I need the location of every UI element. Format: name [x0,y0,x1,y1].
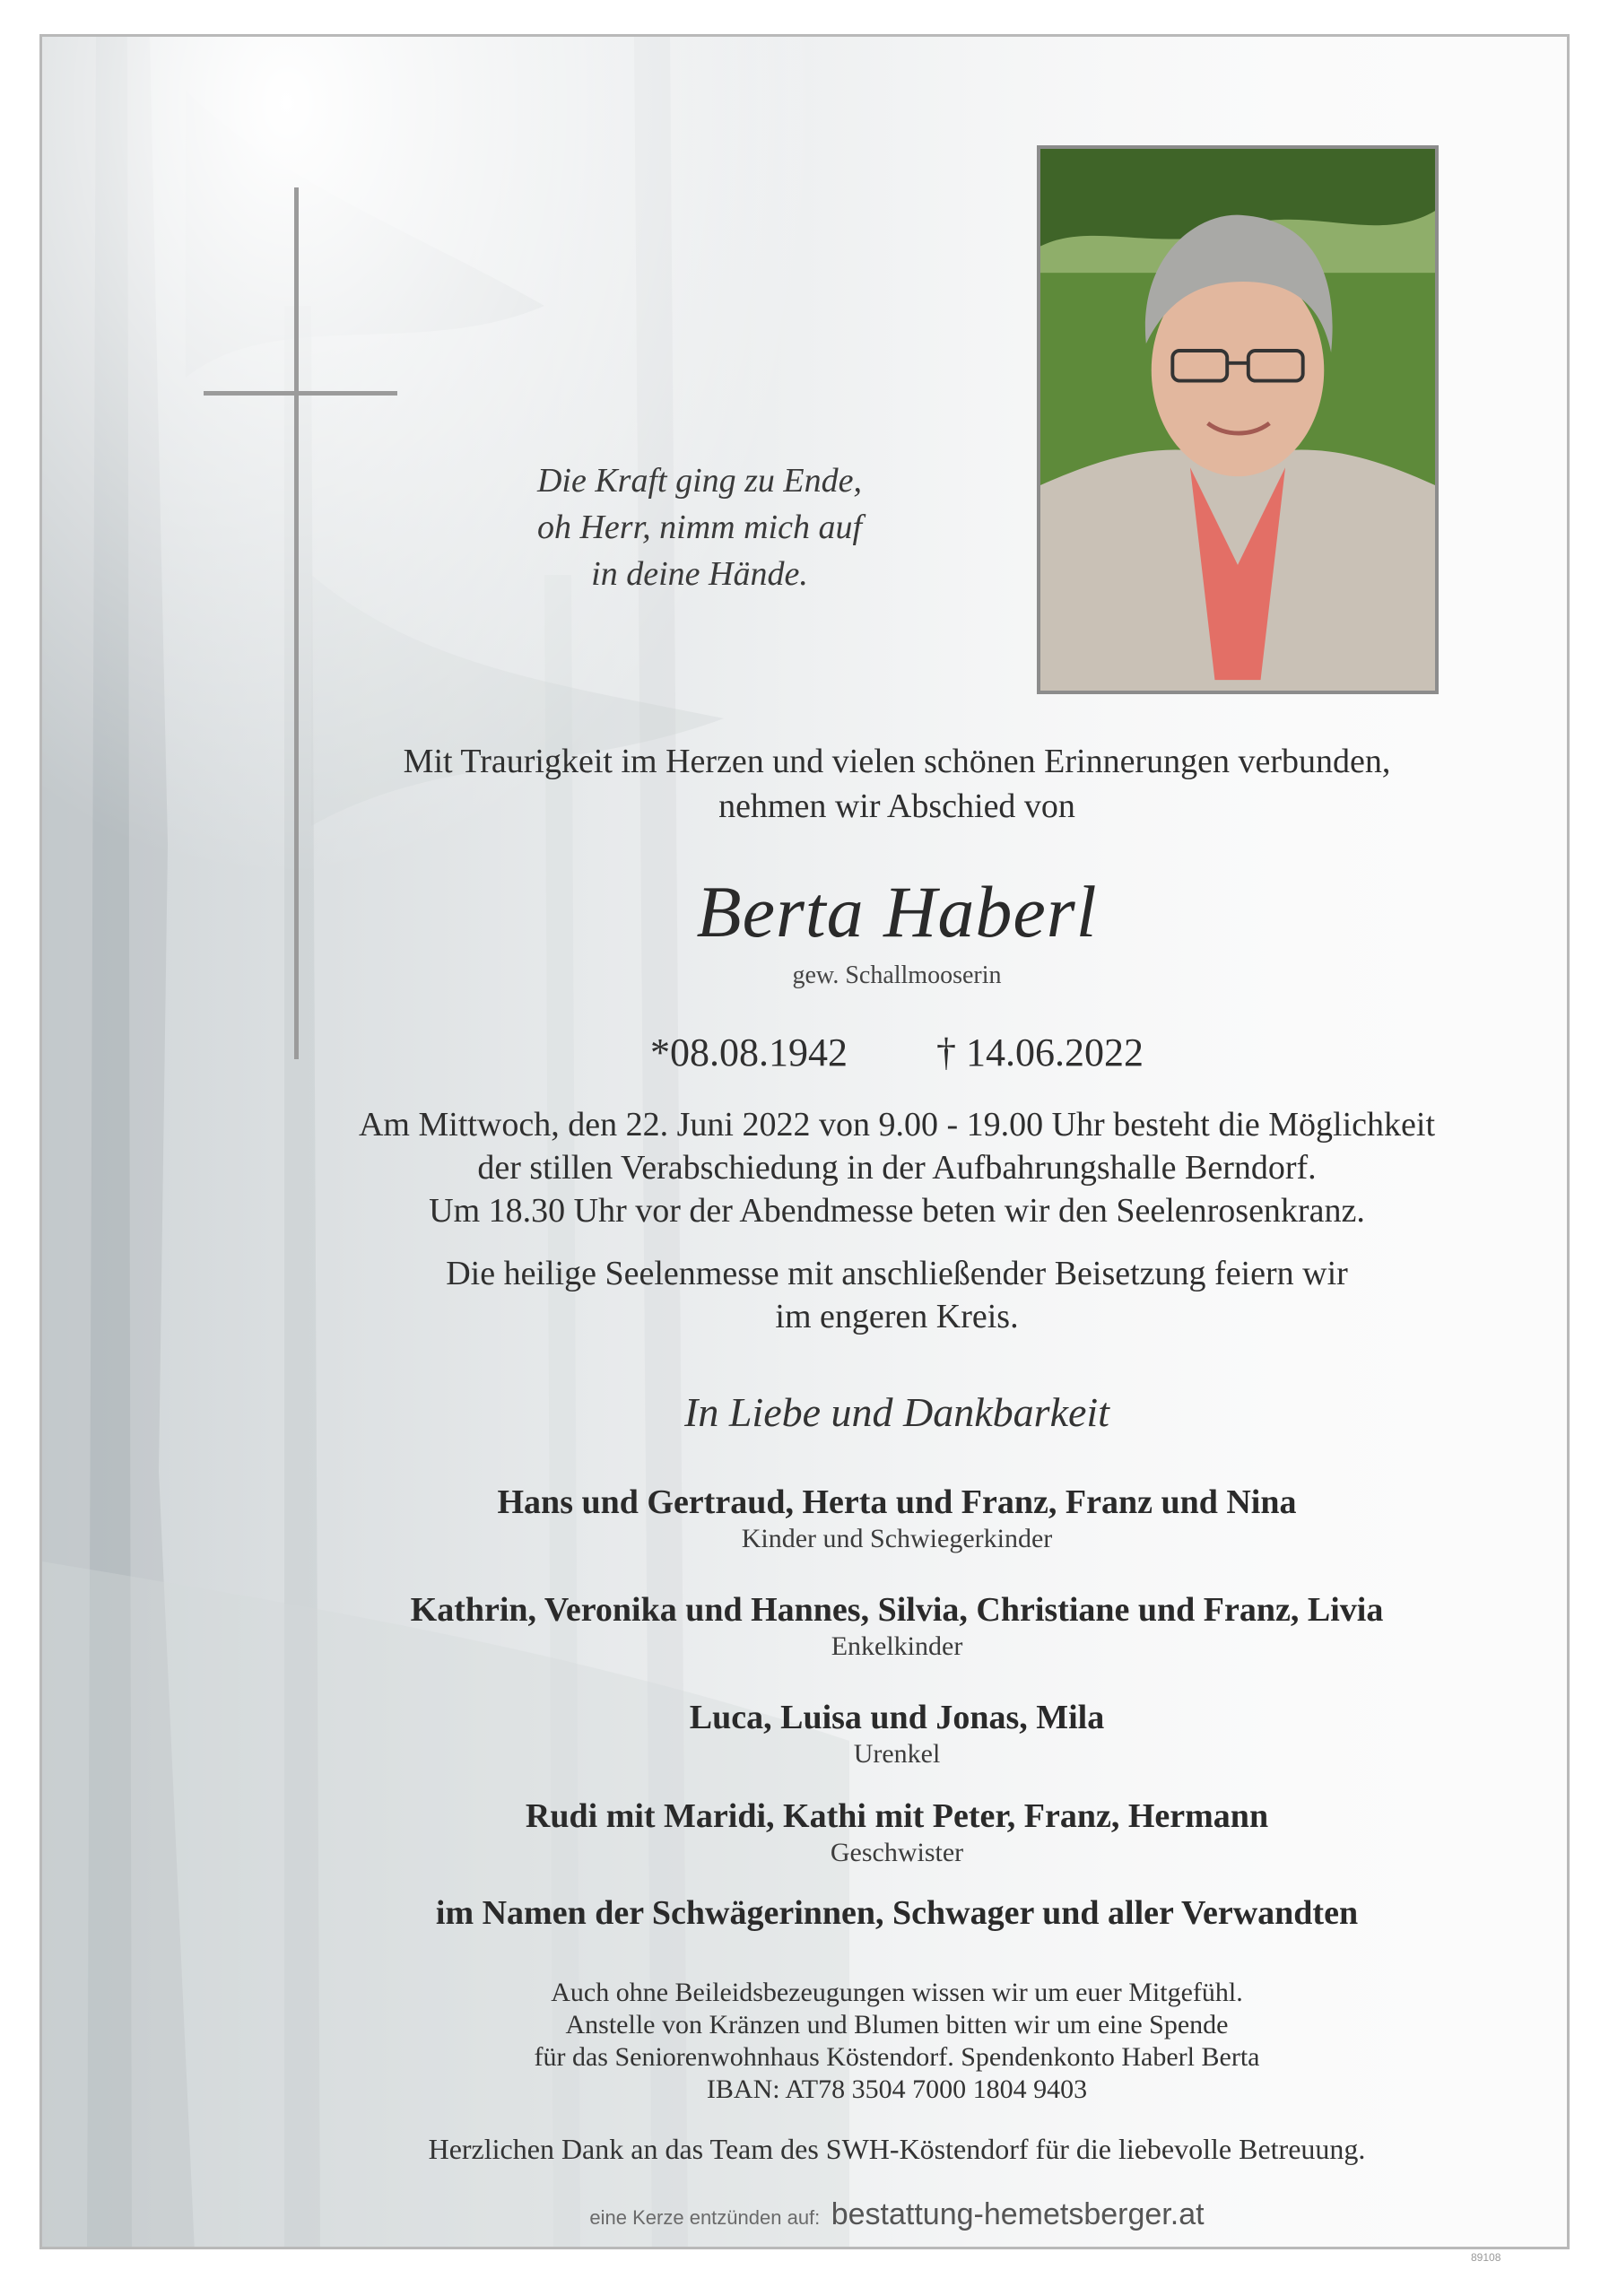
donation-info [269,1977,1525,2106]
family-names: Luca, Luisa und Jonas, Mila [689,1699,1105,1736]
thanks-text: Herzlichen Dank an das Team des SWH-Köstendorf für die liebevolle Betreuung. [428,2133,1366,2165]
family-group [269,1892,1525,1934]
family-group [269,1796,1525,1869]
viewing-line: Um 18.30 Uhr vor der Abendmesse beten wir den Seelenrosenkranz. [429,1192,1365,1230]
mass-line: Die heilige Seelenmesse mit anschließender Beisetzung feiern wir [446,1255,1348,1292]
death-date: † 14.06.2022 [936,1031,1144,1074]
donation-line: Auch ohne Beileidsbezeugungen wissen wir um euer Mitgefühl. [551,1978,1243,2007]
family-relation: Enkelkinder [831,1631,963,1661]
website-link[interactable]: bestattung-hemetsberger.at [831,2197,1205,2231]
family-group [269,1589,1525,1663]
footer [269,2197,1525,2232]
intro-line: Mit Traurigkeit im Herzen und vielen schönen Erinnerungen verbunden, [403,743,1391,780]
donation-line: Anstelle von Kränzen und Blumen bitten wir um eine Spende [565,2010,1229,2039]
quote-line: oh Herr, nimm mich auf [536,509,863,546]
viewing-line: der stillen Verabschiedung in der Aufbahrungshalle Berndorf. [477,1149,1317,1187]
mass-info [269,1252,1525,1338]
closing-phrase: In Liebe und Dankbarkeit [684,1389,1109,1435]
family-relation: Urenkel [853,1739,941,1769]
print-code: 89108 [1471,2251,1501,2264]
iban-line: IBAN: AT78 3504 7000 1804 9403 [706,2074,1088,2104]
family-names: Kathrin, Veronika und Hannes, Silvia, Christiane und Franz, Livia [410,1591,1384,1629]
quote-line: in deine Hände. [591,555,808,593]
mass-line: im engeren Kreis. [775,1298,1019,1335]
family-names: Hans und Gertraud, Herta und Franz, Franz und Nina [497,1483,1297,1521]
maiden-name: gew. Schallmooserin [792,961,1002,989]
deceased-name: Berta Haberl [696,871,1098,952]
quote-line: Die Kraft ging zu Ende, [536,462,863,500]
portrait-photo [1037,145,1439,694]
life-dates [269,1030,1525,1075]
family-names: im Namen der Schwägerinnen, Schwager und aller Verwandten [435,1894,1359,1932]
birth-date: *08.08.1942 [650,1031,848,1074]
viewing-info [269,1103,1525,1232]
intro-line: nehmen wir Abschied von [718,787,1075,825]
viewing-line: Am Mittwoch, den 22. Juni 2022 von 9.00 - 19.00 Uhr besteht die Möglichkeit [358,1106,1436,1144]
family-relation: Kinder und Schwiegerkinder [741,1524,1053,1553]
footer-prefix: eine Kerze entzünden auf: [589,2206,821,2229]
verse-quote [475,457,924,597]
family-relation: Geschwister [830,1838,964,1867]
family-group [269,1697,1525,1770]
family-names: Rudi mit Maridi, Kathi mit Peter, Franz, Hermann [525,1797,1269,1835]
family-group [269,1482,1525,1555]
intro-text [269,739,1525,829]
donation-line: für das Seniorenwohnhaus Köstendorf. Spendenkonto Haberl Berta [534,2042,1260,2072]
